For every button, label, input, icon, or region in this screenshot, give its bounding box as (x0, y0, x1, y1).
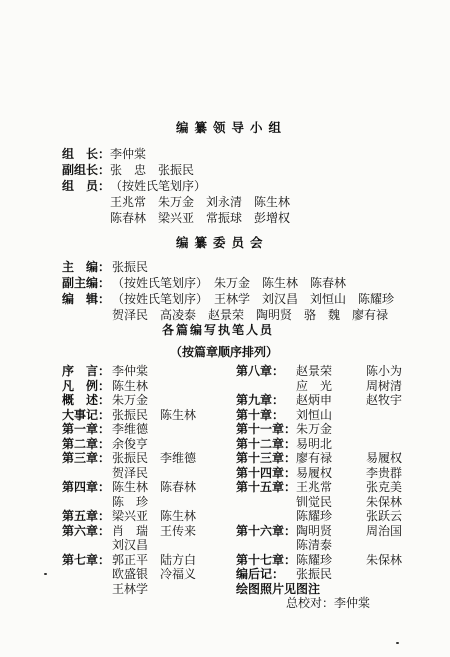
author-name: 陆方白 (160, 552, 197, 567)
author-name: 朱万金 (112, 393, 149, 407)
leadership-role: 组 员： (62, 179, 111, 193)
chapter-label: 第五章： (62, 509, 111, 523)
chapter-label: 第四章： (62, 480, 111, 494)
author-name: 朱保林 (366, 552, 403, 567)
author-name: 陈生林 (160, 509, 197, 523)
author-name: 肖 瑞 (112, 523, 149, 538)
author-name: 张振民 (296, 567, 333, 581)
author-name: 赵景荣 (296, 364, 333, 378)
leadership-names: （按姓氏笔划序） (110, 179, 207, 193)
author-name: 周树清 (366, 378, 403, 393)
leadership-members: 王兆常 朱万金 刘永清 陈生林 (110, 195, 291, 209)
author-name: 陈小为 (366, 364, 403, 378)
chapter-label: 编后记： (236, 567, 285, 581)
author-name: 张克美 (366, 480, 403, 494)
chapter-label: 序 言： (62, 364, 111, 378)
chapter-label: 第七章： (62, 552, 111, 567)
chapter-label: 第二章： (62, 436, 111, 451)
author-name: 陈 珍 (112, 494, 149, 509)
print-speck (44, 573, 47, 575)
author-name: 李维德 (160, 451, 197, 465)
author-name: 周治国 (366, 523, 403, 538)
leadership-role: 组 长： (62, 147, 111, 161)
chapter-label: 第十章： (236, 407, 285, 422)
chapter-label: 第十三章： (236, 451, 297, 465)
author-name: 王兆常 (296, 480, 333, 494)
chapter-label: 第十四章： (236, 465, 297, 480)
author-name: 李维德 (112, 422, 149, 436)
author-name: 梁兴亚 (112, 509, 149, 523)
committee-names: 张振民 (112, 260, 149, 274)
author-name: 张振民 (112, 407, 149, 422)
committee-title: 编纂委员会 (176, 235, 269, 250)
author-name: 王传来 (160, 523, 197, 538)
author-name: 陈清泰 (296, 538, 333, 552)
chapter-label: 第八章： (236, 364, 285, 378)
chapter-label: 第一章： (62, 422, 111, 436)
author-name: 陈生林 (112, 378, 149, 393)
author-name: 李仲棠 (112, 364, 149, 378)
committee-editors: 贺泽民 高凌泰 赵景荣 陶明贤 骆 魏 廖有禄 (112, 308, 389, 322)
authors-subtitle: （按篇章顺序排列） (170, 345, 279, 359)
chapter-label: 第六章： (62, 523, 111, 538)
author-name: 刘汉昌 (112, 538, 149, 552)
author-name: 欧盛银 (112, 567, 149, 581)
leadership-names: 张 忠 张振民 (110, 163, 195, 177)
author-name: 陈春林 (160, 480, 197, 494)
author-name: 易履权 (296, 465, 333, 480)
author-name: 钏觉民 (296, 494, 333, 509)
chapter-label: 第十二章： (236, 436, 297, 451)
chapter-label: 第九章： (236, 393, 285, 407)
author-name: 易履权 (366, 451, 403, 465)
author-name: 刘恒山 (296, 407, 333, 422)
committee-role: 编 辑： (62, 292, 111, 306)
author-name: 张跃云 (366, 509, 403, 523)
chapter-label: 第十七章： (236, 552, 297, 567)
leadership-names: 李仲棠 (110, 147, 147, 161)
author-name: 朱保林 (366, 494, 403, 509)
author-name: 郭正平 (112, 552, 149, 567)
author-name: 赵炳申 (296, 393, 333, 407)
chapter-label: 第十一章： (236, 422, 297, 436)
author-name: 应 光 (296, 378, 333, 393)
authors-title: 各篇编写执笔人员 (162, 323, 275, 337)
proofreader-line: 总校对：李仲棠 (286, 596, 371, 610)
author-name: 李贵群 (366, 465, 403, 480)
author-name: 贺泽民 (112, 465, 149, 480)
author-name: 陈生林 (112, 480, 149, 494)
committee-role: 副主编： (62, 276, 111, 290)
author-name: 陈耀珍 (296, 509, 333, 523)
committee-names: （按姓氏笔划序） 朱万金 陈生林 陈春林 (112, 276, 347, 290)
author-name: 陈耀珍 (296, 552, 333, 567)
chapter-label: 第十五章： (236, 480, 297, 494)
chapter-label: 概 述： (62, 393, 111, 407)
committee-names: （按姓氏笔划序） 王林学 刘汉昌 刘恒山 陈耀珍 (112, 292, 395, 306)
author-name: 冷福义 (160, 567, 197, 581)
leadership-role: 副组长： (62, 163, 111, 177)
chapter-label: 第十六章： (236, 523, 297, 538)
print-speck (396, 642, 399, 644)
author-name: 王林学 (112, 581, 149, 596)
author-name: 余俊亨 (112, 436, 149, 451)
author-name: 赵牧宇 (366, 393, 403, 407)
chapter-label: 绘图照片见图注 (236, 581, 321, 596)
author-name: 朱万金 (296, 422, 333, 436)
chapter-label: 大事记： (62, 407, 111, 422)
author-name: 张振民 (112, 451, 149, 465)
committee-role: 主 编： (62, 260, 111, 274)
author-name: 陶明贤 (296, 523, 333, 538)
author-name: 陈生林 (160, 407, 197, 422)
chapter-label: 第三章： (62, 451, 111, 465)
leadership-members: 陈春林 梁兴亚 常振球 彭增权 (110, 211, 291, 225)
author-name: 易明北 (296, 436, 333, 451)
leadership-title: 编纂领导小组 (176, 120, 288, 135)
chapter-label: 凡 例： (62, 378, 111, 393)
author-name: 廖有禄 (296, 451, 333, 465)
